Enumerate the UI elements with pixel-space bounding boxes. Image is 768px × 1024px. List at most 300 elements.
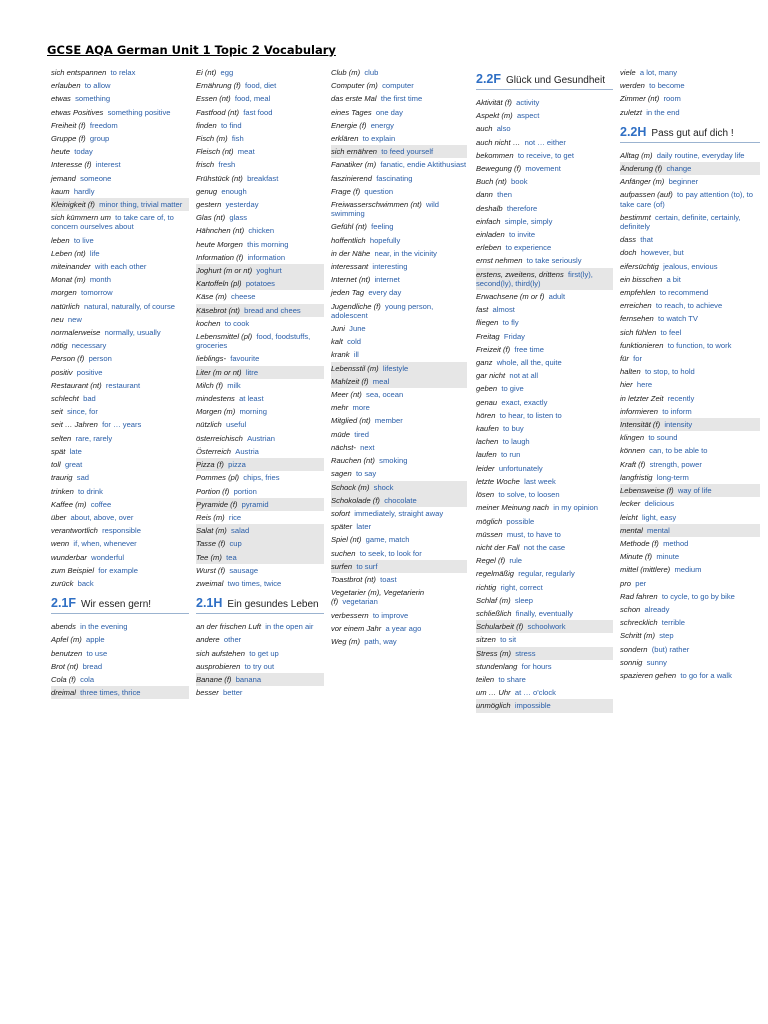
vocab-entry — [196, 418, 324, 431]
german-term: Minute (f) — [620, 552, 653, 562]
german-term: kochen — [196, 318, 221, 328]
english-translation: to invite — [508, 230, 536, 240]
english-translation: to live — [73, 235, 94, 245]
german-term: kaufen — [476, 424, 499, 434]
vocab-entry — [51, 313, 189, 326]
english-translation: June — [349, 324, 366, 334]
english-translation: one day — [375, 107, 403, 117]
vocab-entry — [620, 326, 760, 339]
english-translation: to give — [501, 384, 524, 394]
vocab-entry — [196, 79, 324, 92]
vocab-entry — [51, 392, 189, 405]
english-translation: vegetarian — [342, 597, 378, 607]
vocab-entry — [51, 524, 189, 537]
german-term: etwas Positives — [51, 107, 104, 117]
english-translation: pizza — [228, 460, 246, 470]
german-term: Pizza (f) — [196, 460, 224, 470]
german-term: nützlich — [196, 420, 222, 430]
german-term: Information (f) — [196, 252, 244, 262]
english-translation: to reach, to achieve — [655, 301, 723, 311]
english-translation: breakfast — [247, 173, 279, 183]
german-term: schließlich — [476, 608, 512, 618]
german-term: abends — [51, 622, 76, 632]
section-title: Ein gesundes Leben — [227, 599, 319, 611]
english-translation: terrible — [661, 618, 686, 628]
german-term: auch nicht … — [476, 137, 521, 147]
vocab-entry — [196, 211, 324, 224]
english-translation: fresh — [218, 160, 236, 170]
german-term: österreichisch — [196, 433, 243, 443]
vocab-entry — [51, 445, 189, 458]
english-translation: responsible — [102, 526, 141, 536]
vocab-entry — [476, 409, 613, 422]
german-term: doch — [620, 248, 637, 258]
vocab-entry — [196, 264, 324, 277]
german-term: trinken — [51, 486, 74, 496]
english-translation: three times, thrice — [80, 688, 141, 698]
vocab-entry — [476, 109, 613, 122]
english-translation: the first time — [380, 94, 423, 104]
vocab-entry — [476, 501, 613, 514]
vocab-column-2 — [196, 66, 324, 699]
english-translation: bad — [83, 394, 96, 404]
german-term: hoffentlich — [331, 235, 366, 245]
vocab-entry — [331, 560, 467, 573]
english-translation: about, above, over — [70, 512, 134, 522]
vocab-entry — [196, 660, 324, 673]
english-translation: not at all — [509, 371, 539, 381]
english-translation: to take seriously — [526, 256, 582, 266]
vocab-entry — [51, 273, 189, 286]
vocab-entry — [331, 414, 467, 427]
german-term: Computer (m) — [331, 81, 378, 91]
vocab-entry — [331, 547, 467, 560]
german-term: heute Morgen — [196, 239, 243, 249]
german-term: Apfel (m) — [51, 635, 82, 645]
vocab-entry — [620, 537, 760, 550]
english-translation: mental — [647, 525, 670, 535]
english-translation: to get up — [249, 648, 279, 658]
english-translation: tea — [226, 552, 237, 562]
vocab-entry — [51, 339, 189, 352]
english-translation: cold — [347, 337, 361, 347]
german-term: richtig — [476, 582, 497, 592]
english-translation: wild swimming — [331, 200, 440, 219]
vocab-entry — [331, 335, 467, 348]
german-term: benutzen — [51, 648, 83, 658]
vocab-entry — [51, 234, 189, 247]
german-term: sich ernähren — [331, 147, 378, 157]
vocab-entry — [51, 132, 189, 145]
german-term: Morgen (m) — [196, 407, 236, 417]
vocab-entry — [331, 520, 467, 533]
vocab-entry — [476, 528, 613, 541]
vocab-entry — [331, 158, 467, 171]
german-term: zweimal — [196, 578, 224, 588]
german-term: Weg (m) — [331, 636, 360, 646]
section-number: 2.2H — [620, 124, 647, 139]
vocab-entry — [476, 581, 613, 594]
vocab-entry — [196, 511, 324, 524]
german-term: genug — [196, 186, 218, 196]
german-term: Methode (f) — [620, 538, 659, 548]
vocab-entry — [476, 686, 613, 699]
english-translation: already — [644, 604, 670, 614]
english-translation: someone — [80, 173, 112, 183]
english-translation: a bit — [666, 274, 681, 284]
german-term: mittel (mittlere) — [620, 565, 671, 575]
german-term: meiner Meinung nach — [476, 503, 550, 513]
german-term: Portion (f) — [196, 486, 230, 496]
german-term: können — [620, 446, 645, 456]
german-term: fast — [476, 305, 489, 315]
english-translation: later — [356, 522, 372, 532]
german-term: normalerweise — [51, 328, 101, 338]
english-translation: energy — [370, 120, 394, 130]
german-term: Bewegung (f) — [476, 164, 522, 174]
vocab-entry — [620, 431, 760, 444]
german-term: Frage (f) — [331, 186, 361, 196]
german-term: erreichen — [620, 301, 652, 311]
vocab-entry — [196, 251, 324, 264]
german-term: Monat (m) — [51, 275, 86, 285]
english-translation: egg — [220, 68, 234, 77]
vocab-entry — [620, 497, 760, 510]
english-translation: cheese — [231, 292, 256, 302]
english-translation: in the end — [646, 107, 680, 117]
vocab-entry — [620, 260, 760, 273]
vocab-entry — [620, 162, 760, 175]
vocab-entry — [476, 422, 613, 435]
german-term: genau — [476, 397, 498, 407]
german-term: Tee (m) — [196, 552, 222, 562]
german-term: Fisch (m) — [196, 134, 228, 144]
german-term: Spiel (nt) — [331, 535, 362, 545]
vocab-entry — [620, 511, 760, 524]
english-translation: chicken — [248, 226, 275, 236]
german-term: später — [331, 522, 353, 532]
english-translation: question — [364, 186, 394, 196]
english-translation: possible — [506, 516, 535, 526]
german-term: eines Tages — [331, 107, 372, 117]
vocab-entry — [476, 290, 613, 303]
german-term: laufen — [476, 450, 497, 460]
german-term: Salat (m) — [196, 526, 227, 536]
english-translation: meal — [372, 376, 390, 386]
english-translation: beginner — [668, 177, 699, 187]
english-translation: toast — [380, 574, 397, 584]
english-translation: strength, power — [649, 459, 702, 469]
english-translation: month — [89, 275, 111, 285]
vocab-entry — [196, 317, 324, 330]
vocab-entry — [620, 106, 760, 119]
vocab-entry — [331, 507, 467, 520]
english-translation: impossible — [514, 701, 551, 711]
vocab-entry — [196, 485, 324, 498]
german-term: Freiheit (f) — [51, 120, 86, 130]
english-translation: to feed yourself — [381, 147, 434, 157]
vocab-entry — [331, 533, 467, 546]
english-translation: life — [89, 248, 100, 258]
english-translation: jealous, envious — [663, 261, 718, 271]
vocab-entry — [620, 273, 760, 286]
german-term: Person (f) — [51, 354, 85, 364]
german-term: nötig — [51, 341, 68, 351]
german-term: kalt — [331, 337, 343, 347]
english-translation: chocolate — [384, 495, 417, 505]
german-term: zum Beispiel — [51, 565, 95, 575]
english-translation: right, correct — [500, 582, 543, 592]
english-translation: medium — [674, 565, 702, 575]
german-term: Frühstück (nt) — [196, 173, 243, 183]
section-title: Pass gut auf dich ! — [651, 127, 734, 139]
vocab-entry — [196, 620, 324, 633]
vocab-entry — [620, 405, 760, 418]
vocab-entry — [51, 106, 189, 119]
english-translation: meat — [237, 147, 255, 157]
german-term: sagen — [331, 469, 352, 479]
german-term: sich kümmern um — [51, 213, 111, 223]
english-translation: to function, to work — [667, 340, 732, 350]
vocab-entry — [476, 554, 613, 567]
german-term: Fastfood (nt) — [196, 107, 240, 117]
german-term: interessant — [331, 262, 369, 272]
vocab-entry — [331, 467, 467, 480]
vocab-entry — [331, 609, 467, 622]
english-translation: other — [223, 635, 242, 645]
vocab-entry — [51, 198, 189, 211]
vocab-entry — [476, 673, 613, 686]
vocab-entry — [331, 494, 467, 507]
vocab-entry — [51, 471, 189, 484]
vocab-entry — [331, 300, 467, 322]
german-term: Kraft (f) — [620, 459, 646, 469]
german-term: seit — [51, 407, 63, 417]
german-term: Lebensweise (f) — [620, 486, 674, 496]
vocab-entry — [620, 299, 760, 312]
german-term: Erwachsene (m or f) — [476, 292, 545, 302]
german-term: um … Uhr — [476, 688, 511, 698]
english-translation: in the open air — [265, 622, 314, 632]
vocab-entry — [476, 488, 613, 501]
vocab-entry — [196, 551, 324, 564]
english-translation: adult — [548, 292, 566, 302]
english-translation: hardly — [73, 186, 95, 196]
german-term: fliegen — [476, 318, 499, 328]
vocab-entry — [476, 607, 613, 620]
vocab-entry — [331, 573, 467, 586]
german-term: Freitag — [476, 331, 500, 341]
vocab-entry — [196, 366, 324, 379]
english-translation: member — [374, 416, 403, 426]
english-translation: to cycle, to go by bike — [661, 591, 735, 601]
vocab-entry — [476, 620, 613, 633]
section-number: 2.1H — [196, 596, 223, 611]
german-term: jemand — [51, 173, 76, 183]
english-translation: morning — [239, 407, 267, 417]
vocab-entry — [620, 471, 760, 484]
english-translation: schoolwork — [527, 622, 566, 632]
vocab-entry — [476, 369, 613, 382]
vocab-entry — [476, 330, 613, 343]
vocab-entry — [331, 441, 467, 454]
vocab-entry — [331, 198, 467, 220]
english-translation: rule — [509, 556, 523, 566]
german-term: Fleisch (nt) — [196, 147, 234, 157]
section-number: 2.2F — [476, 72, 502, 86]
vocab-entry — [476, 316, 613, 329]
german-term: Gefühl (nt) — [331, 222, 367, 232]
vocab-entry — [476, 175, 613, 188]
german-term: vor einem Jahr — [331, 623, 382, 633]
english-translation: a lot, many — [639, 68, 678, 77]
english-translation: unfortunately — [498, 463, 543, 473]
german-term: hören — [476, 410, 496, 420]
english-translation: delicious — [644, 499, 675, 509]
german-term: Schritt (m) — [620, 631, 656, 641]
vocab-entry — [620, 669, 760, 682]
german-term: Rad fahren — [620, 591, 658, 601]
vocab-entry — [620, 629, 760, 642]
vocab-entry — [331, 145, 467, 158]
vocab-entry — [51, 172, 189, 185]
english-translation: internet — [374, 275, 400, 285]
english-translation: to try out — [244, 661, 275, 671]
vocab-entry — [620, 392, 760, 405]
vocab-entry — [476, 515, 613, 528]
german-term: morgen — [51, 288, 77, 298]
english-translation: that — [640, 235, 653, 245]
german-term: empfehlen — [620, 288, 656, 298]
vocab-entry — [476, 136, 613, 149]
german-term: aufpassen (auf) — [620, 190, 673, 200]
vocab-entry — [51, 564, 189, 577]
english-translation: sea, ocean — [366, 390, 404, 400]
german-term: verbessern — [331, 610, 369, 620]
english-translation: back — [77, 578, 94, 588]
english-translation: to buy — [503, 424, 524, 434]
english-translation: better — [223, 688, 243, 698]
vocab-entry — [476, 541, 613, 554]
english-translation: fanatic, endie Aktithusiast — [380, 160, 467, 170]
vocab-entry — [51, 432, 189, 445]
vocab-entry — [51, 366, 189, 379]
german-term: verantwortlich — [51, 526, 98, 536]
english-translation: to explain — [362, 134, 396, 144]
vocab-entry — [620, 286, 760, 299]
vocab-entry — [331, 92, 467, 105]
english-translation: (but) rather — [651, 644, 690, 654]
vocab-entry — [476, 382, 613, 395]
german-term: positiv — [51, 367, 73, 377]
german-term: ernst nehmen — [476, 256, 523, 266]
english-translation: exact, exactly — [501, 397, 548, 407]
german-term: nächst- — [331, 442, 356, 452]
english-translation: not … either — [524, 137, 566, 147]
english-translation: hopefully — [369, 235, 401, 245]
vocab-entry — [51, 211, 189, 233]
english-translation: milk — [227, 380, 241, 390]
english-translation: since, for — [67, 407, 98, 417]
german-term: gar nicht — [476, 371, 506, 381]
vocab-entry — [476, 699, 613, 712]
german-term: stundenlang — [476, 661, 518, 671]
english-translation: to watch TV — [658, 314, 698, 324]
german-term: natürlich — [51, 301, 80, 311]
german-term: sofort — [331, 508, 350, 518]
vocab-entry — [331, 286, 467, 299]
section-heading — [196, 596, 324, 614]
english-translation: with each other — [94, 262, 147, 272]
vocab-entry — [196, 633, 324, 646]
german-term: schrecklich — [620, 618, 658, 628]
german-term: erklären — [331, 134, 359, 144]
vocab-entry — [196, 458, 324, 471]
vocab-entry — [51, 352, 189, 365]
vocab-entry — [331, 388, 467, 401]
english-translation: stress — [515, 648, 536, 658]
vocab-entry — [331, 234, 467, 247]
german-term: Gruppe (f) — [51, 134, 86, 144]
vocab-entry — [620, 312, 760, 325]
vocab-entry — [331, 586, 467, 608]
english-translation: fascinating — [376, 173, 413, 183]
english-translation: last week — [524, 476, 556, 486]
section-title: Glück und Gesundheit — [506, 75, 605, 86]
vocab-entry — [51, 119, 189, 132]
german-term: Lebensmittel (pl) — [196, 332, 253, 342]
german-term: Vegetarier (m), Vegetarierin (f) — [331, 588, 425, 607]
english-translation: sad — [76, 473, 90, 483]
vocab-entry — [620, 92, 760, 105]
english-translation: salad — [231, 526, 250, 536]
german-term: einfach — [476, 216, 501, 226]
vocab-entry — [331, 106, 467, 119]
english-translation: glass — [229, 213, 248, 223]
vocab-entry — [196, 647, 324, 660]
german-term: Club (m) — [331, 68, 361, 77]
english-translation: necessary — [71, 341, 107, 351]
english-translation: something — [75, 94, 111, 104]
vocab-column-4 — [476, 66, 613, 713]
vocab-entry — [331, 247, 467, 260]
vocab-entry — [476, 594, 613, 607]
english-translation: simple, simply — [504, 216, 553, 226]
vocab-entry — [196, 471, 324, 484]
english-translation: person — [88, 354, 112, 364]
english-translation: bread — [82, 661, 103, 671]
german-term: gestern — [196, 200, 222, 210]
english-translation: light, easy — [641, 512, 677, 522]
english-translation: at least — [239, 394, 264, 404]
vocab-entry — [620, 246, 760, 259]
vocab-entry — [196, 498, 324, 511]
german-term: regelmäßig — [476, 569, 514, 579]
vocab-entry — [620, 339, 760, 352]
vocab-entry — [51, 79, 189, 92]
english-translation: next — [360, 442, 375, 452]
german-term: Käsebrot (nt) — [196, 305, 240, 315]
english-translation: must, to have to — [506, 529, 561, 539]
english-translation: room — [663, 94, 681, 104]
german-term: spazieren gehen — [620, 670, 677, 680]
german-term: Freizeit (f) — [476, 344, 511, 354]
german-term: seit … Jahren — [51, 420, 98, 430]
vocab-entry — [476, 343, 613, 356]
vocab-entry — [476, 96, 613, 109]
german-term: selten — [51, 433, 72, 443]
german-term: jeden Tag — [331, 288, 365, 298]
